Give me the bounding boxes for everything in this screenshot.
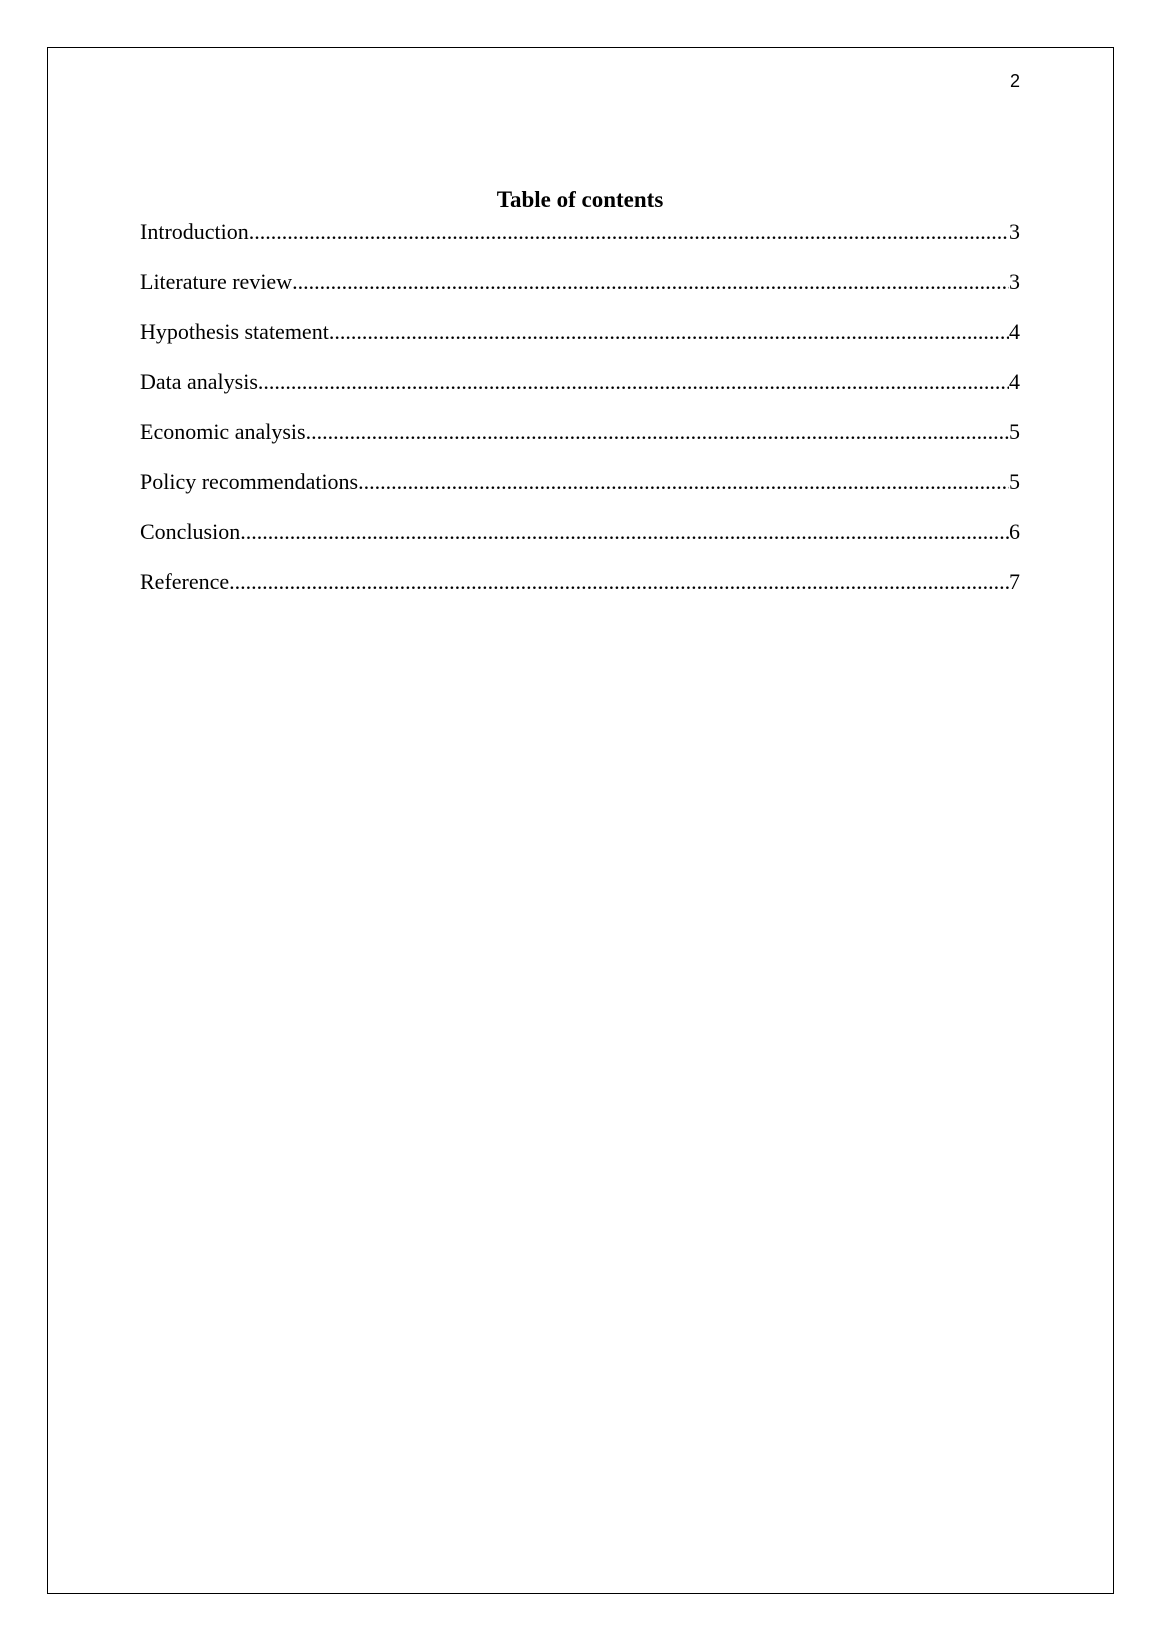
toc-dot-leader [329, 317, 1009, 347]
toc-entry-page: 4 [1009, 369, 1020, 394]
toc-entry-reference[interactable] [140, 567, 1020, 617]
toc-entry-page: 3 [1009, 269, 1020, 294]
toc-dot-leader [240, 517, 1009, 547]
toc-entry-data-analysis[interactable] [140, 367, 1020, 417]
toc-entry-page: 6 [1009, 519, 1020, 544]
toc-entry-page: 7 [1009, 569, 1020, 594]
toc-list [140, 217, 1020, 617]
toc-entry-hypothesis-statement[interactable] [140, 317, 1020, 367]
toc-entry-label: Policy recommendations [140, 469, 359, 494]
page-number: 2 [1009, 71, 1020, 91]
toc-entry-page: 3 [1009, 219, 1020, 244]
toc-dot-leader [229, 567, 1009, 597]
toc-entry-label: Hypothesis statement [140, 319, 329, 344]
toc-entry-label: Economic analysis [140, 419, 306, 444]
toc-entry-label: Data analysis [140, 369, 258, 394]
toc-entry-label: Conclusion [140, 519, 241, 544]
toc-title: Table of contents [496, 187, 664, 212]
toc-dot-leader [292, 267, 1009, 297]
toc-dot-leader [358, 467, 1009, 497]
toc-dot-leader [306, 417, 1009, 447]
toc-entry-page: 4 [1009, 319, 1020, 344]
toc-entry-conclusion[interactable] [140, 517, 1020, 567]
toc-entry-label: Reference [140, 569, 230, 594]
toc-entry-economic-analysis[interactable] [140, 417, 1020, 467]
toc-entry-literature-review[interactable] [140, 267, 1020, 317]
toc-entry-policy-recommendations[interactable] [140, 467, 1020, 517]
toc-dot-leader [249, 217, 1009, 247]
toc-entry-label: Introduction [140, 219, 249, 244]
toc-entry-page: 5 [1009, 469, 1020, 494]
toc-entry-page: 5 [1009, 419, 1020, 444]
toc-entry-introduction[interactable] [140, 217, 1020, 267]
toc-entry-label: Literature review [140, 269, 293, 294]
toc-dot-leader [258, 367, 1009, 397]
